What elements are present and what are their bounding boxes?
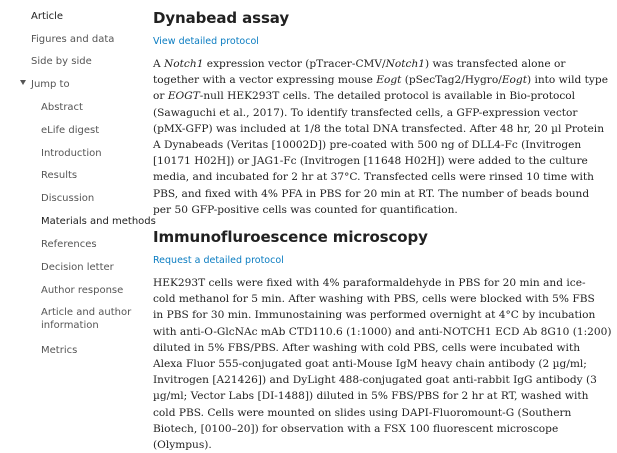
section-title-immunofluorescence-microscopy: Immunofluroescence microscopy — [153, 228, 428, 246]
paragraph-line: per 50 GFP-positive cells was counted for quantification. — [153, 203, 458, 216]
jump-decision-letter[interactable]: Decision letter — [41, 262, 114, 273]
nav-jump-to[interactable] — [20, 78, 70, 91]
immunofluorescence-paragraph — [153, 275, 612, 453]
jump-elife-digest[interactable]: eLife digest — [41, 125, 100, 136]
paragraph-line: µg/ml; Vector Labs [DI-1488]) diluted in 5% FBS/PBS for 2 hr at RT, washed with — [153, 390, 589, 403]
paragraph-line: A Dynabeads (Veritas [10002D]) pre-coated with 500 ng of DLL4-Fc (Invitrogen — [153, 139, 582, 152]
caret-down-icon — [20, 80, 26, 85]
paragraph-line: Biotech, [0100–20]) for observation with a FSX 100 fluorescent microscope — [153, 422, 559, 435]
paragraph-line: media, and incubated for 2 hr at 37°C. Transfected cells were rinsed 10 time with — [153, 171, 595, 184]
jump-materials-and-methods[interactable]: Materials and methods — [41, 216, 156, 227]
paragraph-line: or EOGT-null HEK293T cells. The detailed protocol is available in Bio-protocol — [153, 90, 576, 103]
paragraph-line: diluted in 5% FBS/PBS. After washing with cold PBS, cells were incubated with — [153, 341, 581, 354]
paragraph-line: Invitrogen [A21426]) and DyLight 488-conjugated goat anti-rabbit IgG antibody (3 — [153, 374, 597, 387]
paragraph-line: [10171 H02H]) or JAG1-Fc (Invitrogen [11648 H02H]) were added to the culture — [153, 155, 588, 168]
paragraph-line: cold PBS. Cells were mounted on slides using DAPI-Fluoromount-G (Southern — [153, 406, 572, 419]
jump-author-response[interactable]: Author response — [41, 285, 124, 296]
paragraph-line: in PBS for 30 min. Immunostaining was performed overnight at 4°C by incubation — [153, 309, 596, 322]
paragraph-line: A Notch1 expression vector (pTracer-CMV/Notch1) was transfected alone or — [153, 58, 566, 70]
jump-abstract[interactable]: Abstract — [41, 102, 83, 113]
jump-introduction[interactable]: Introduction — [41, 148, 102, 159]
paragraph-line: with anti-O-GlcNAc mAb CTD110.6 (1:1000) and anti-NOTCH1 ECD Ab 8G10 (1:200) — [153, 325, 612, 338]
paragraph-line: (Olympus). — [153, 439, 212, 452]
request-detailed-protocol-link[interactable]: Request a detailed protocol — [153, 255, 284, 266]
section-title-dynabead-assay: Dynabead assay — [153, 9, 290, 27]
paragraph-line: cold methanol for 5 min. After washing with PBS, cells were blocked with 5% FBS — [153, 293, 595, 306]
nav-article[interactable]: Article — [31, 11, 64, 22]
jump-results[interactable]: Results — [41, 170, 78, 181]
jump-article-and-author-information[interactable]: Article and author information — [41, 307, 132, 331]
paragraph-line: Alexa Fluor 555-conjugated goat anti-Mouse IgM heavy chain antibody (2 µg/ml; — [153, 358, 587, 371]
dynabead-assay-paragraph — [153, 56, 608, 218]
jump-discussion[interactable]: Discussion — [41, 193, 95, 204]
paragraph-line: (pMX-GFP) was included at 1/8 the total DNA transfected. After 48 hr, 20 µl Protein — [153, 122, 605, 135]
nav-figures-and-data[interactable]: Figures and data — [31, 34, 115, 45]
paragraph-line: HEK293T cells were fixed with 4% paraformaldehyde in PBS for 20 min and ice- — [153, 277, 586, 289]
jump-to-label: Jump to — [31, 79, 70, 90]
jump-references[interactable]: References — [41, 239, 97, 250]
nav-side-by-side[interactable]: Side by side — [31, 56, 92, 67]
jump-metrics[interactable]: Metrics — [41, 345, 78, 356]
paragraph-line: PBS, and fixed with 4% PFA in PBS for 20 min at RT. The number of beads bound — [153, 187, 590, 200]
paragraph-line: together with a vector expressing mouse Eogt (pSecTag2/Hygro/Eogt) into wild type — [153, 74, 608, 87]
article-sidebar — [0, 0, 156, 451]
view-detailed-protocol-link[interactable]: View detailed protocol — [153, 36, 259, 47]
paragraph-line: (Sawaguchi et al., 2017). To identify transfected cells, a GFP-expression vector — [153, 106, 578, 119]
